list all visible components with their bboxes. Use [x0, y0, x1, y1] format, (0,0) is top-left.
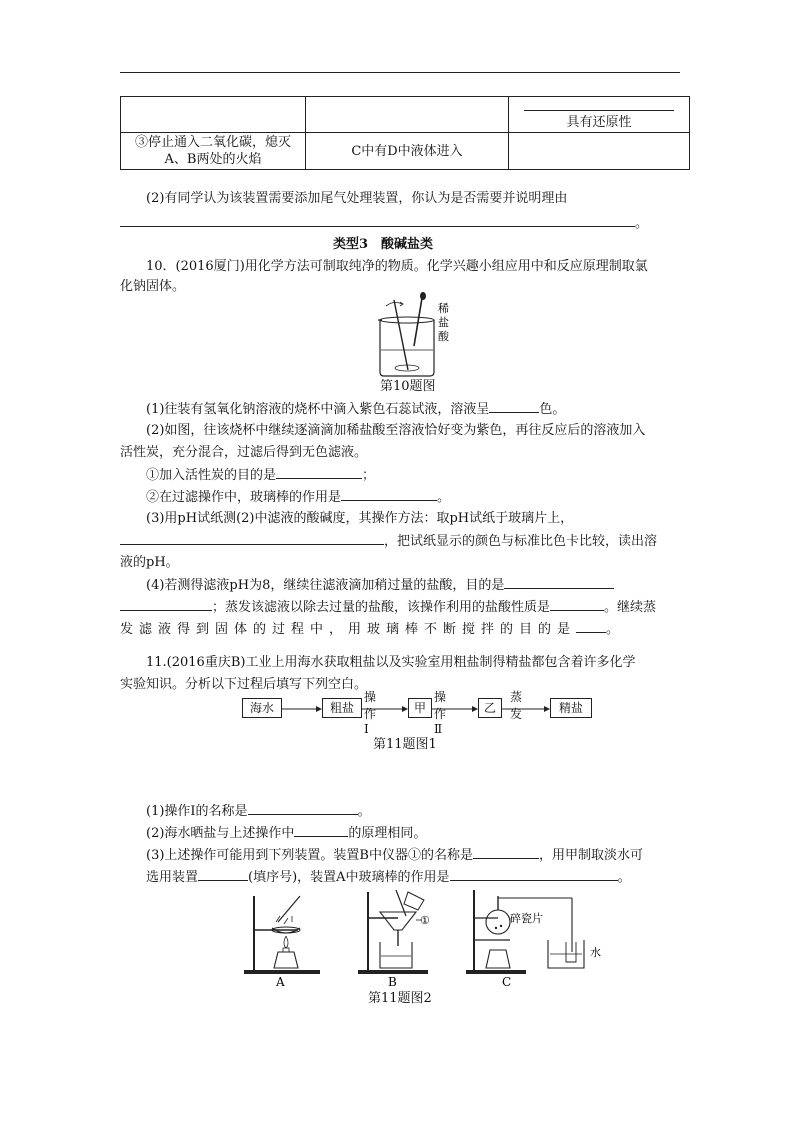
- q11-part3-line2: 选用装置 (填序号)，装置A中玻璃棒的作用是 。: [146, 870, 631, 885]
- answer-blank: [276, 466, 362, 479]
- flow-box-yi: 乙: [478, 698, 502, 718]
- apparatus-annotation: 水: [590, 946, 601, 959]
- flow-arrow-label: 蒸发: [510, 690, 523, 721]
- answer-blank: [248, 802, 358, 815]
- answer-blank: [120, 214, 635, 227]
- answer-blank: [550, 598, 604, 611]
- table-cell-text: A、B两处的火焰: [164, 152, 262, 167]
- q10-stem-line2: 化钠固体。: [120, 279, 186, 294]
- answer-blank: [294, 824, 348, 837]
- q10-part2-sub1: ①加入活性炭的目的是 ；: [146, 468, 376, 483]
- apparatus-label: B: [388, 975, 397, 989]
- q9-part2-answer-line: 。: [120, 214, 648, 233]
- q11-figure2-caption: 第11题图2: [368, 991, 432, 1006]
- apparatus-c: [466, 890, 584, 974]
- q10-stem-line1: 10．(2016厦门)用化学方法可制取纯净的物质。化学兴趣小组应用中和反应原理制取氯: [146, 259, 648, 274]
- q10-part2-line2: 活性炭，充分混合，过滤后得到无色滤液。: [120, 445, 368, 460]
- q10-part1: (1)往装有氢氧化钠溶液的烧杯中滴入紫色石蕊试液，溶液呈 色。: [146, 402, 566, 417]
- q10-part2-sub2: ②在过滤操作中，玻璃棒的作用是 。: [146, 490, 451, 505]
- q10-figure: [370, 290, 460, 380]
- figure-label: 酸: [438, 330, 449, 343]
- apparatus-label: A: [276, 975, 285, 989]
- q11-part1: (1)操作Ⅰ的名称是 。: [146, 804, 371, 819]
- flow-box-jia: 甲: [408, 698, 432, 718]
- q10-part4-line3: 发滤液得到固体的过程中，用玻璃棒不断搅拌的目的是 。: [120, 622, 626, 637]
- answer-blank: [341, 488, 437, 501]
- answer-blank: [489, 400, 539, 413]
- flow-arrow-label: 操作Ⅰ: [364, 690, 377, 736]
- section-heading: 类型3 酸碱盐类: [333, 237, 434, 252]
- table-cell-text: C中有D中液体进入: [351, 143, 463, 159]
- q11-part2: (2)海水晒盐与上述操作中 的原理相同。: [146, 826, 427, 841]
- table-row: [121, 97, 690, 133]
- answer-table: [120, 96, 690, 170]
- q10-part3-line3: 液的pH。: [120, 555, 179, 570]
- flow-arrow-label: 操作Ⅱ: [434, 690, 447, 736]
- q10-part2-line1: (2)如图，往该烧杯中继续逐滴滴加稀盐酸至溶液恰好变为紫色，再往反应后的溶液加入: [146, 423, 646, 438]
- q10-part3-line1: (3)用pH试纸测(2)中滤液的酸碱度，其操作方法：取pH试纸于玻璃片上，: [146, 511, 574, 526]
- table-cell: [509, 133, 690, 170]
- table-cell: [306, 97, 509, 133]
- table-cell: [306, 133, 509, 170]
- answer-blank: [576, 620, 606, 633]
- q10-part3-line2: ，把试纸显示的颜色与标准比色卡比较，读出溶: [120, 532, 657, 551]
- answer-blank: [120, 532, 384, 545]
- apparatus-label: C: [502, 975, 512, 989]
- apparatus-marker: ①: [420, 914, 430, 927]
- answer-blank: [504, 576, 614, 589]
- answer-blank: [120, 598, 212, 611]
- header-rule: [120, 72, 680, 73]
- q11-stem-line1: 11.(2016重庆B)工业上用海水获取粗盐以及实验室用粗盐制得精盐都包含着许多化学: [146, 655, 636, 670]
- q9-part2-text: (2)有同学认为该装置需要添加尾气处理装置，你认为是否需要并说明理由: [146, 191, 568, 206]
- q11-figure1-caption: 第11题图1: [373, 737, 437, 752]
- answer-blank: [473, 846, 539, 859]
- answer-blank: [450, 868, 618, 881]
- table-cell-text: ③停止通入二氧化碳，熄灭: [134, 135, 291, 150]
- apparatus-annotation: 碎瓷片: [510, 912, 543, 925]
- q10-figure-caption: 第10题图: [380, 379, 436, 394]
- table-cell: [121, 97, 306, 133]
- figure-label: 稀: [438, 302, 449, 315]
- table-row: [121, 133, 690, 170]
- flow-arrows: [280, 700, 552, 720]
- apparatus-b: [358, 890, 428, 974]
- q11-figure2: [230, 882, 610, 992]
- apparatus-a: [244, 896, 320, 974]
- flow-box-crude-salt: 粗盐: [322, 698, 362, 718]
- q11-part3-line1: (3)上述操作可能用到下列装置。装置B中仪器①的名称是 ，用甲制取淡水可: [146, 848, 643, 863]
- figure-label: 盐: [438, 316, 449, 329]
- q10-part4-line2: ；蒸发该滤液以除去过量的盐酸，该操作利用的盐酸性质是 。继续蒸: [120, 598, 656, 617]
- q10-part4-line1: (4)若测得滤液pH为8，继续往滤液滴加稍过量的盐酸，目的是: [146, 576, 614, 595]
- q11-stem-line2: 实验知识。分析以下过程后填写下列空白。: [120, 677, 368, 692]
- table-cell: [509, 97, 690, 133]
- table-cell-text: 具有还原性: [566, 115, 632, 130]
- flow-box-seawater: 海水: [242, 698, 282, 718]
- table-cell: [121, 133, 306, 170]
- answer-blank: [198, 868, 248, 881]
- flow-box-refined-salt: 精盐: [550, 698, 592, 718]
